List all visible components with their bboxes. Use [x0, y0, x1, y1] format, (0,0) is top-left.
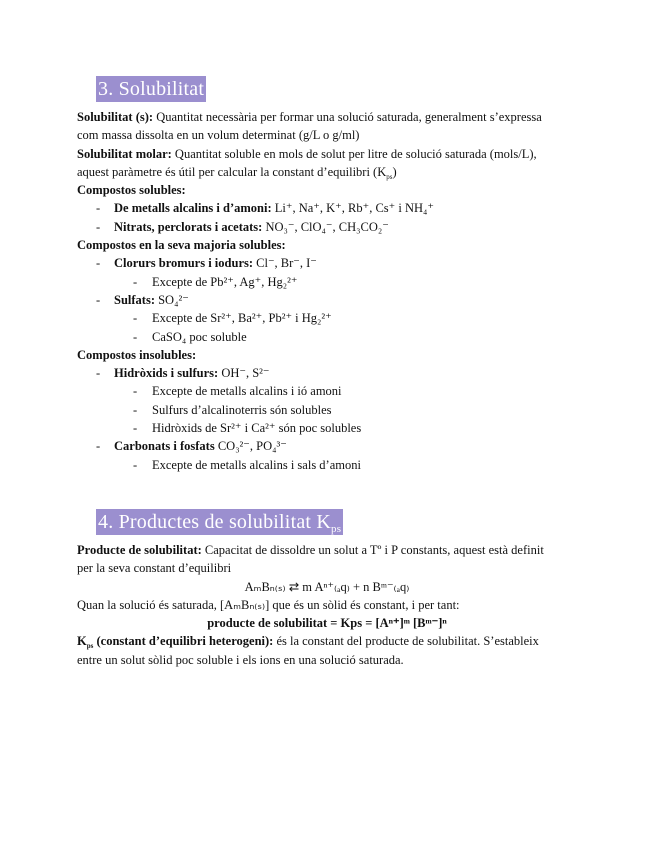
sub-list-text: Sulfurs d’alcalinoterris són solubles — [152, 402, 332, 417]
paragraph-line — [77, 163, 577, 181]
paragraph-line — [77, 126, 577, 144]
dash-bullet: - — [96, 219, 101, 234]
subscript: ps — [86, 642, 94, 651]
dash-bullet: - — [96, 292, 101, 307]
kps-formula — [77, 614, 577, 632]
dash-bullet: - — [96, 256, 101, 271]
definition-text: ) — [392, 164, 397, 179]
definition-text: aquest paràmetre és útil per calcular la constant d’equilibri (K — [77, 164, 387, 179]
sub-list-text: Excepte de Pb²⁺, Ag⁺, Hg₂²⁺ — [152, 274, 298, 289]
list-item-label: Clorurs bromurs i iodurs: — [114, 256, 254, 271]
dash-bullet: - — [96, 366, 101, 381]
list-item — [77, 254, 577, 272]
list-item-ions: Cl⁻, Br⁻, I⁻ — [253, 256, 317, 271]
section-3-heading: 3. Solubilitat — [98, 78, 205, 100]
list-item — [77, 364, 577, 382]
paragraph-line — [77, 632, 577, 650]
subheading-text: Compostos solubles: — [77, 183, 186, 198]
term-solubilitat: Solubilitat (s): — [77, 110, 154, 124]
list-item-ions: NO₃⁻, ClO₄⁻, CH₃CO₂⁻ — [262, 219, 389, 234]
list-item — [77, 437, 577, 455]
sub-list-text: Excepte de Sr²⁺, Ba²⁺, Pb²⁺ i Hg₂²⁺ — [152, 311, 332, 326]
sub-list-item — [77, 273, 577, 291]
dash-bullet: - — [133, 402, 138, 417]
list-item-label: De metalls alcalins i d’amoni: — [114, 201, 272, 216]
dash-bullet: - — [133, 457, 138, 472]
list-item-label: Hidròxids i sulfurs: — [114, 366, 219, 381]
dash-bullet: - — [133, 329, 138, 344]
sub-list-item — [77, 309, 577, 327]
list-item — [77, 218, 577, 236]
list-item-ions: CO₃²⁻, PO₄³⁻ — [214, 439, 287, 454]
dash-bullet: - — [96, 201, 101, 216]
sub-list-item — [77, 401, 577, 419]
sub-list-item — [77, 419, 577, 437]
paragraph-line — [77, 145, 577, 163]
section-4-heading — [96, 509, 343, 535]
dash-bullet: - — [133, 274, 138, 289]
formula-text: producte de solubilitat = Kps = [Aⁿ⁺]ᵐ [Bᵐ⁻]ⁿ — [207, 616, 447, 631]
dash-bullet: - — [96, 439, 101, 454]
paragraph-line: Quan la solució és saturada, [AₘBₙ₍ₛ₎] que és un sòlid és constant, i per tant: — [77, 597, 460, 612]
heading-text: 4. Productes de solubilitat K — [98, 511, 331, 533]
sub-list-item — [77, 382, 577, 400]
paragraph-line — [77, 108, 577, 126]
subheading-insolubles — [77, 346, 577, 364]
paragraph-line — [77, 541, 577, 559]
list-item-label: Nitrats, perclorats i acetats: — [114, 219, 263, 234]
list-item — [77, 199, 577, 217]
list-item-label: Carbonats i fosfats — [114, 439, 215, 454]
term-solubilitat-molar: Solubilitat molar: — [77, 146, 172, 161]
term-text: K — [77, 634, 87, 649]
dash-bullet: - — [133, 421, 138, 436]
term-kps — [77, 634, 274, 651]
equilibrium-equation: AₘBₙ₍ₛ₎ ⇄ m Aⁿ⁺₍ₐq₎ + n Bᵐ⁻₍ₐq₎ — [244, 579, 410, 594]
list-item-ions: OH⁻, S²⁻ — [218, 366, 270, 381]
subheading-text: Compostos en la seva majoria solubles: — [77, 238, 286, 253]
subscript: ps — [386, 172, 393, 181]
list-item — [77, 291, 577, 309]
sub-list-text: CaSO₄ poc soluble — [152, 329, 247, 344]
dash-bullet: - — [133, 311, 138, 326]
list-item-ions: SO₄²⁻ — [154, 292, 189, 307]
list-item-label: Sulfats: — [114, 292, 155, 307]
list-item-ions: Li⁺, Na⁺, K⁺, Rb⁺, Cs⁺ i NH₄⁺ — [271, 201, 434, 216]
definition-text: per la seva constant d’equilibri — [77, 561, 232, 576]
section-4-body — [77, 541, 577, 669]
sub-list-text: Excepte de metalls alcalins i sals d’amoni — [152, 457, 361, 472]
term-text: (constant d’equilibri heterogeni): — [93, 634, 274, 649]
section-3-body — [77, 108, 577, 474]
heading-subscript: ps — [331, 523, 342, 535]
subheading-majoria-solubles — [77, 236, 577, 254]
paragraph-line: entre un solut sòlid poc soluble i els ions en una solució saturada. — [77, 652, 404, 667]
subheading-solubles — [77, 181, 577, 199]
definition-text: Quantitat necessària per formar una solució saturada, generalment s’expressa — [153, 110, 542, 124]
definition-text: Quantitat soluble en mols de solut per litre de solució saturada (mols/L), — [171, 146, 537, 161]
sub-list-item — [77, 456, 577, 474]
definition-text: Capacitat de dissoldre un solut a Tº i P constants, aquest està definit — [201, 543, 544, 557]
dash-bullet: - — [133, 384, 138, 399]
subheading-text: Compostos insolubles: — [77, 347, 197, 362]
sub-list-text: Hidròxids de Sr²⁺ i Ca²⁺ són poc solubles — [152, 421, 362, 436]
definition-text: és la constant del producte de solubilitat. S’estableix — [273, 634, 539, 649]
term-producte-solubilitat: Producte de solubilitat: — [77, 543, 202, 557]
paragraph-line — [77, 559, 577, 577]
sub-list-item — [77, 328, 577, 346]
definition-text: com massa dissolta en un volum determinat (g/L o g/ml) — [77, 128, 360, 143]
sub-list-text: Excepte de metalls alcalins i ió amoni — [152, 384, 342, 399]
